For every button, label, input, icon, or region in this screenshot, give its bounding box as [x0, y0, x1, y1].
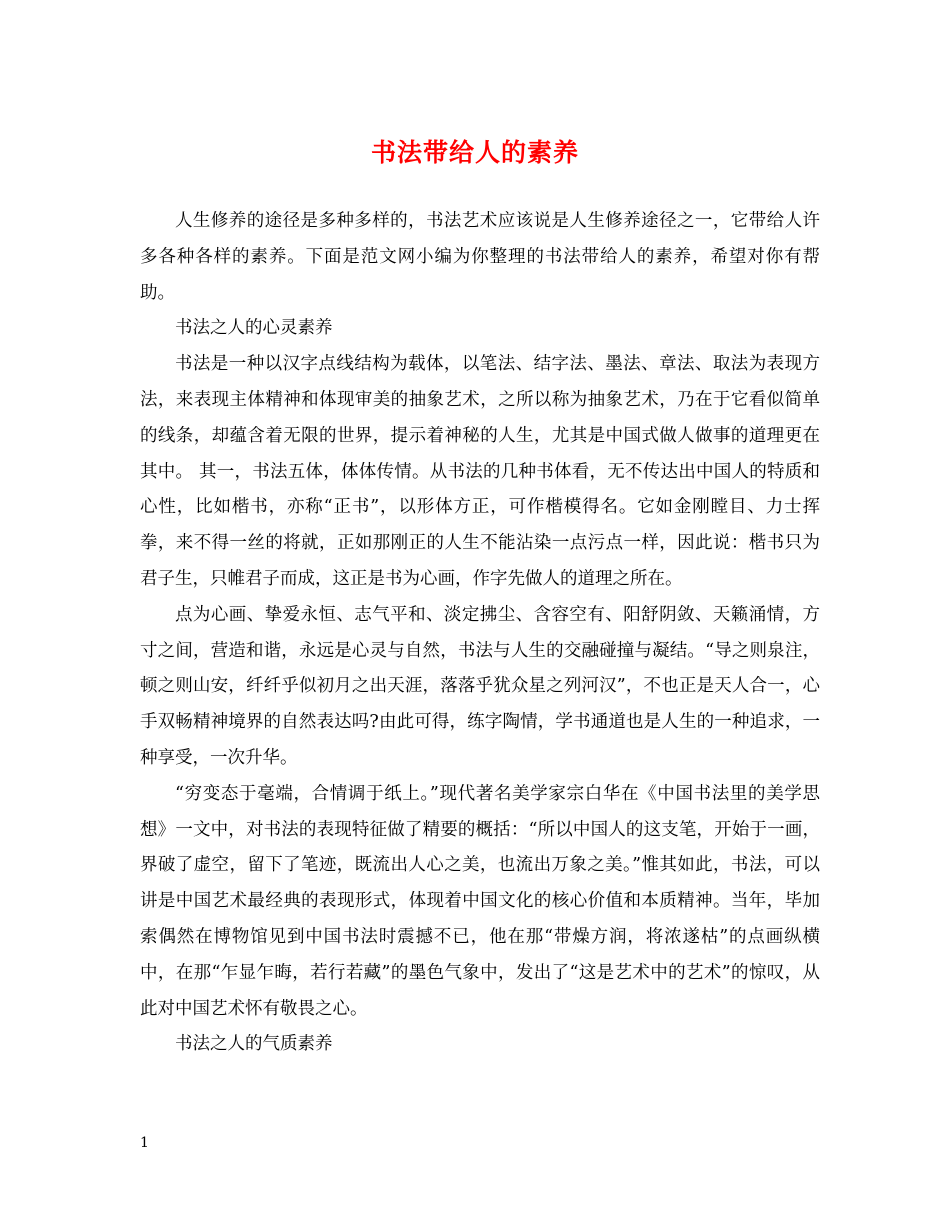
body-paragraph: 书法是一种以汉字点线结构为载体，以笔法、结字法、墨法、章法、取法为表现方法，来表现主体精神和体现审美的抽象艺术，之所以称为抽象艺术，乃在于它看似简单的线条，却蕴含着无限的世界，提示着神秘的人生，尤其是中国式做人做事的道理更在其中。 其一，书法五体，体体传情。从书法的几种书体看，无不传达出中国人的特质和心性，比如楷书，亦称“正书”，以形体方正，可作楷模得名。它如金刚瞠目、力士挥拳，来不得一丝的将就，正如那刚正的人生不能沾染一点污点一样，因此说：楷书只为君子生，只帷君子而成，这正是书为心画，作字先做人的道理之所在。: [140, 354, 820, 589]
section-heading-spirit: 书法之人的心灵素养: [175, 318, 333, 339]
body-paragraph: “穷变态于毫端，合情调于纸上。”现代著名美学家宗白华在《中国书法里的美学思想》一文中，对书法的表现特征做了精要的概括：“所以中国人的这支笔，开始于一画，界破了虚空，留下了笔迹，既流出人心之美，也流出万象之美。”惟其如此，书法，可以讲是中国艺术最经典的表现形式，体现着中国文化的核心价值和本质精神。当年，毕加索偶然在博物馆见到中国书法时震撼不已，他在那“带燥方润，将浓遂枯”的点画纵横中，在那“乍显乍晦，若行若藏”的墨色气象中，发出了“这是艺术中的艺术”的惊叹，从此对中国艺术怀有敬畏之心。: [140, 783, 820, 1019]
body-paragraph: 点为心画、挚爱永恒、志气平和、淡定拂尘、含容空有、阳舒阴敛、天籁涌情，方寸之间，营造和谐，永远是心灵与自然，书法与人生的交融碰撞与凝结。“导之则泉注，顿之则山安，纤纤乎似初月之出天涯，落落乎犹众星之列河汉”，不也正是天人合一，心手双畅精神境界的自然表达吗?由此可得，练字陶情，学书通道也是人生的一种追求，一种享受，一次升华。: [140, 604, 820, 768]
document-title: 书法带给人的素养: [370, 138, 579, 167]
section-heading-temperament: 书法之人的气质素养: [175, 1034, 333, 1055]
document-body: [140, 204, 820, 1063]
intro-paragraph: 人生修养的途径是多种多样的，书法艺术应该说是人生修养途径之一，它带给人许多各种各样的素养。下面是范文网小编为你整理的书法带给人的素养，希望对你有帮助。: [140, 211, 820, 303]
page-number: 1: [140, 1135, 149, 1151]
